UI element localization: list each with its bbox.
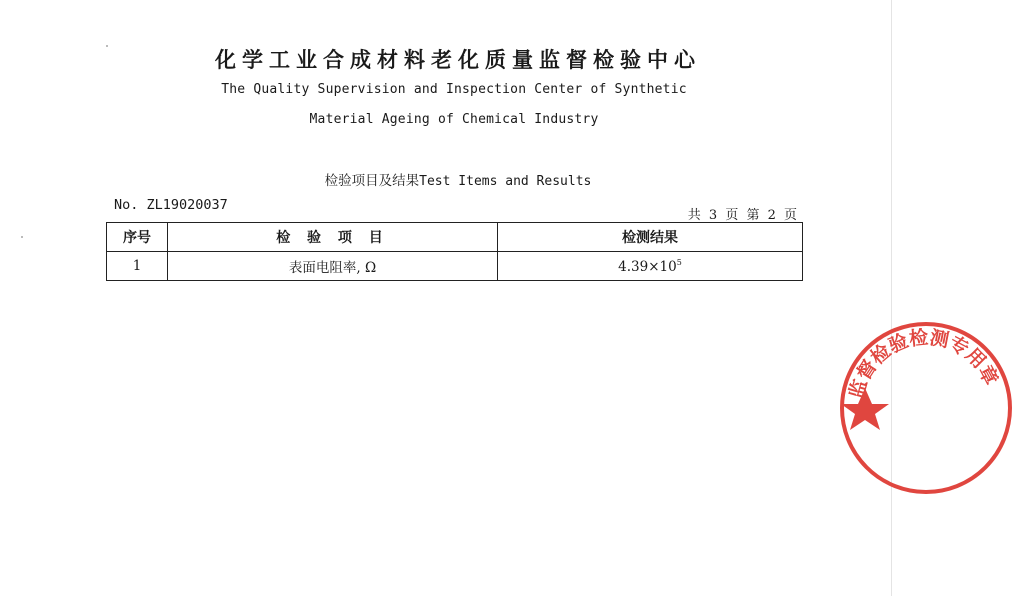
table-row xyxy=(107,252,803,281)
org-name-en-line2: Material Ageing of Chemical Industry xyxy=(309,112,599,127)
header-index: 序号 xyxy=(107,223,168,252)
report-number: No. ZL19020037 xyxy=(114,197,228,213)
result-base: 4.39×10 xyxy=(618,258,677,275)
header-test-item: 检 验 项 目 xyxy=(168,223,498,252)
section-title-cn: 检验项目及结果 xyxy=(324,173,420,189)
page-count: 共 3 页 第 2 页 xyxy=(687,208,797,223)
scan-speck xyxy=(106,45,108,47)
scan-speck xyxy=(21,236,23,238)
header-result: 检测结果 xyxy=(498,223,803,252)
result-exponent: 5 xyxy=(676,257,682,267)
row-index: 1 xyxy=(107,252,168,281)
org-name-cn: 化学工业合成材料老化质量监督检验中心 xyxy=(215,48,701,72)
row-result xyxy=(498,252,803,281)
org-name-en-line1: The Quality Supervision and Inspection Center of Synthetic xyxy=(221,82,687,97)
section-title xyxy=(0,169,916,189)
row-test-item: 表面电阻率, Ω xyxy=(168,252,498,281)
section-title-en: Test Items and Results xyxy=(419,174,592,189)
results-table xyxy=(106,222,803,281)
stamp-text: 监督检验检测专用章 xyxy=(845,326,1003,402)
table-header-row xyxy=(107,223,803,252)
official-seal-stamp xyxy=(836,318,1016,498)
